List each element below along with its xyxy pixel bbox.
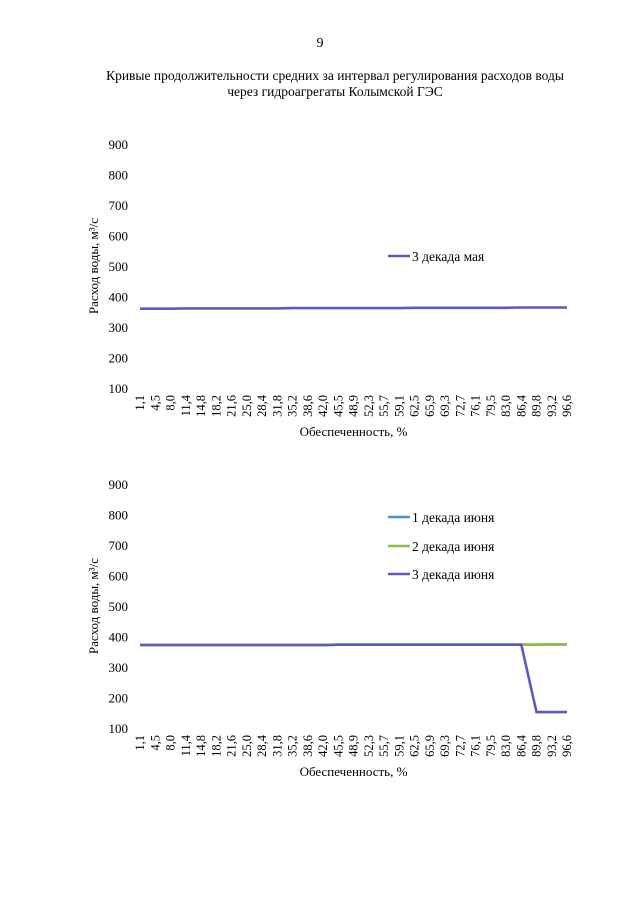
x-tick-label: 48,9	[346, 395, 361, 417]
x-tick-label: 96,6	[560, 395, 574, 417]
chart-may-third-decade	[0, 120, 640, 450]
x-tick-label: 21,6	[224, 735, 239, 757]
x-tick-label: 69,3	[438, 395, 452, 417]
y-tick-label: 400	[108, 629, 128, 645]
y-tick-label: 400	[108, 289, 128, 305]
x-tick-label: 89,8	[529, 395, 544, 417]
x-tick-label: 28,4	[255, 395, 269, 417]
legend-label: 2 декада июня	[412, 539, 495, 554]
x-tick-label: 59,1	[392, 735, 407, 757]
y-tick-label: 700	[108, 538, 128, 553]
x-tick-label: 48,9	[346, 735, 361, 757]
x-tick-label: 55,7	[377, 395, 391, 417]
x-tick-label: 62,5	[407, 395, 422, 417]
y-tick-label: 100	[108, 381, 128, 396]
y-tick-label: 600	[108, 228, 128, 244]
x-tick-label: 83,0	[499, 735, 513, 757]
x-tick-label: 8,0	[163, 735, 178, 751]
x-tick-label: 72,7	[453, 395, 468, 417]
x-axis-title: Обеспеченность, %	[299, 424, 408, 439]
y-tick-label: 300	[108, 320, 128, 335]
series-line	[140, 645, 567, 712]
document-title	[80, 68, 590, 100]
x-axis-title: Обеспеченность, %	[299, 764, 408, 779]
x-tick-label: 21,6	[224, 395, 239, 417]
x-tick-label: 28,4	[255, 735, 269, 757]
x-tick-label: 18,2	[209, 735, 224, 757]
x-tick-label: 42,0	[316, 395, 330, 417]
y-axis-title: Расход воды, м³/с	[86, 217, 101, 315]
x-tick-label: 89,8	[529, 735, 544, 757]
y-tick-label: 700	[108, 198, 128, 213]
x-tick-label: 18,2	[209, 395, 224, 417]
x-tick-label: 93,2	[544, 735, 559, 757]
x-tick-label: 69,3	[438, 735, 452, 757]
y-tick-label: 300	[108, 660, 128, 675]
y-tick-label: 900	[108, 137, 128, 152]
x-tick-label: 4,5	[148, 395, 163, 411]
x-tick-label: 79,5	[483, 395, 498, 417]
x-tick-label: 93,2	[544, 395, 559, 417]
x-tick-label: 14,8	[194, 395, 208, 417]
x-tick-label: 4,5	[148, 735, 163, 751]
legend-label: 3 декада мая	[412, 249, 485, 264]
x-tick-label: 65,9	[422, 735, 437, 757]
x-tick-label: 11,4	[178, 735, 193, 757]
x-tick-label: 1,1	[133, 395, 147, 411]
y-tick-label: 500	[108, 259, 128, 274]
x-tick-label: 96,6	[560, 735, 574, 757]
legend-label: 3 декада июня	[412, 567, 495, 582]
x-tick-label: 52,3	[361, 735, 376, 757]
y-tick-label: 800	[108, 167, 128, 183]
y-tick-label: 200	[108, 690, 128, 706]
x-tick-label: 62,5	[407, 735, 422, 757]
x-tick-label: 38,6	[300, 735, 315, 757]
y-tick-label: 200	[108, 350, 128, 366]
x-tick-label: 25,0	[239, 735, 254, 757]
x-tick-label: 31,8	[270, 735, 285, 757]
page-number: 9	[316, 36, 324, 51]
x-tick-label: 25,0	[239, 395, 254, 417]
x-tick-label: 11,4	[178, 395, 193, 417]
y-tick-label: 500	[108, 599, 128, 614]
x-tick-label: 35,2	[285, 735, 300, 757]
x-tick-label: 86,4	[514, 735, 529, 757]
x-tick-label: 52,3	[361, 395, 376, 417]
x-tick-label: 35,2	[285, 395, 300, 417]
x-tick-label: 31,8	[270, 395, 285, 417]
y-tick-label: 900	[108, 477, 128, 492]
x-tick-label: 14,8	[194, 735, 208, 757]
x-tick-label: 86,4	[514, 395, 529, 417]
x-tick-label: 8,0	[163, 395, 178, 411]
x-tick-label: 59,1	[392, 395, 407, 417]
x-tick-label: 55,7	[377, 735, 391, 757]
legend-label: 1 декада июня	[412, 510, 495, 525]
y-tick-label: 800	[108, 507, 128, 523]
x-tick-label: 65,9	[422, 395, 437, 417]
x-tick-label: 38,6	[300, 395, 315, 417]
title-line-1: Кривые продолжительности средних за интервал регулирования расходов воды	[106, 68, 564, 83]
x-tick-label: 72,7	[453, 735, 468, 757]
x-tick-label: 1,1	[133, 735, 147, 751]
y-tick-label: 100	[108, 721, 128, 736]
x-tick-label: 45,5	[331, 395, 346, 417]
y-axis-title: Расход воды, м³/с	[86, 557, 101, 655]
x-tick-label: 79,5	[483, 735, 498, 757]
y-tick-label: 600	[108, 568, 128, 584]
x-tick-label: 83,0	[499, 395, 513, 417]
x-tick-label: 76,1	[468, 735, 483, 757]
x-tick-label: 45,5	[331, 735, 346, 757]
x-tick-label: 42,0	[316, 735, 330, 757]
chart-june-decades	[0, 460, 640, 790]
x-tick-label: 76,1	[468, 395, 483, 417]
series-line	[140, 308, 567, 309]
title-line-2: через гидроагрегаты Колымской ГЭС	[227, 84, 443, 99]
